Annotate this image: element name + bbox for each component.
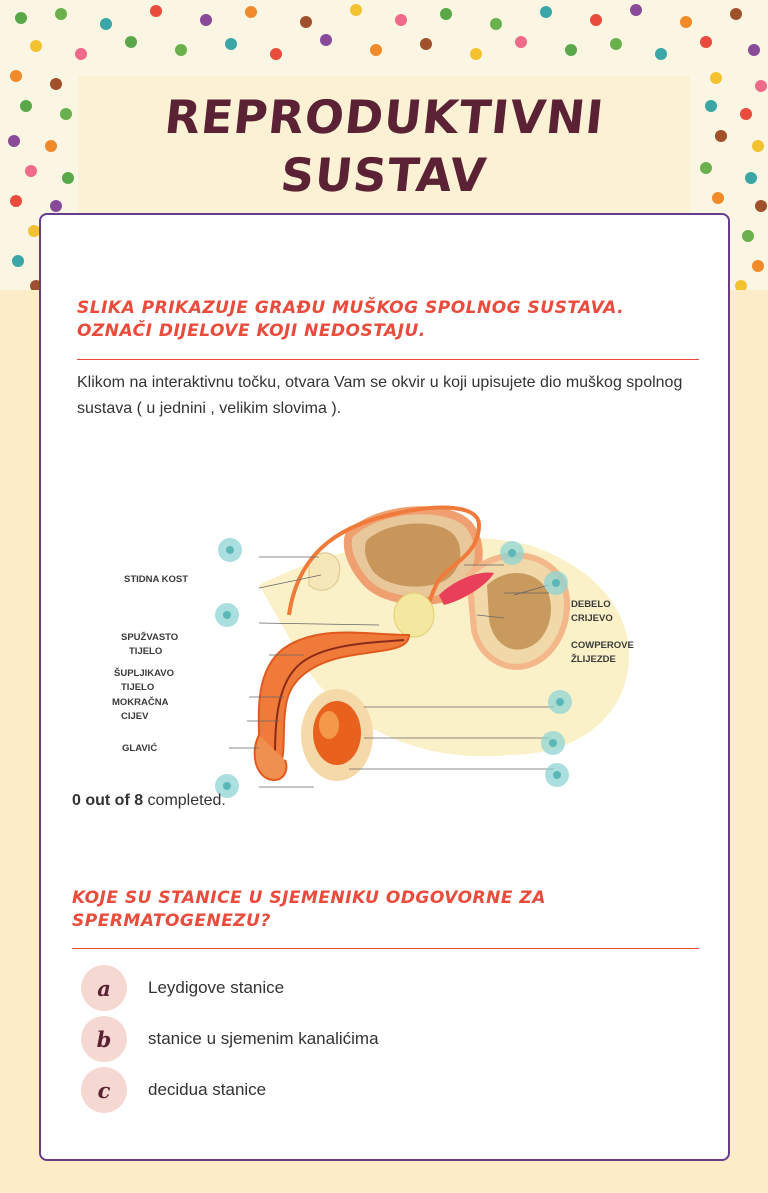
label-supljikavo-1: ŠUPLJIKAVO [114,668,175,679]
hotspot-2[interactable] [500,541,524,565]
label-cowperove-2: ŽLIJEZDE [571,654,616,665]
label-spuzvasto-1: SPUŽVASTO [121,632,179,643]
confetti-dot [60,108,72,120]
hotspot-3[interactable] [544,571,568,595]
question1-instruction: Klikom na interaktivnu točku, otvara Vam se okvir u koji upisujete dio muškog spolnog sustava ( u jednini , velikim slovima ). [77,374,683,417]
confetti-dot [745,172,757,184]
question1-divider [77,359,699,360]
hotspot-1[interactable] [218,538,242,562]
prostate [394,593,434,637]
confetti-dot [700,36,712,48]
confetti-dot [655,48,667,60]
hotspot-7[interactable] [545,763,569,787]
hotspot-5[interactable] [548,690,572,714]
confetti-dot [10,70,22,82]
question2-divider [72,948,699,949]
confetti-dot [25,165,37,177]
page-title-line2: SUSTAV [278,148,490,202]
title-box [78,76,690,216]
confetti-dot [150,5,162,17]
confetti-dot [270,48,282,60]
confetti-dot [15,12,27,24]
label-debelo-1: DEBELO [571,599,611,610]
confetti-dot [630,4,642,16]
confetti-dot [710,72,722,84]
confetti-dot [680,16,692,28]
confetti-dot [30,40,42,52]
confetti-dot [55,8,67,20]
confetti-dot [245,6,257,18]
option-letter-badge: b [81,1016,127,1062]
confetti-dot [50,200,62,212]
confetti-dot [12,255,24,267]
confetti-dot [565,44,577,56]
reproductive-diagram [109,485,669,805]
confetti-dot [752,260,764,272]
confetti-dot [370,44,382,56]
confetti-dot [225,38,237,50]
confetti-dot [350,4,362,16]
confetti-dot [752,140,764,152]
confetti-dot [610,38,622,50]
confetti-dot [705,100,717,112]
option-letter-badge: a [81,965,127,1011]
option-text: decidua stanice [148,1080,267,1099]
confetti-dot [395,14,407,26]
question2-heading-line1: KOJE SU STANICE U SJEMENIKU ODGOVORNE ZA [72,888,546,908]
confetti-dot [62,172,74,184]
question2-heading-line2: SPERMATOGENEZU? [72,911,271,931]
confetti-dot [712,192,724,204]
confetti-dot [125,36,137,48]
worksheet-card [39,213,730,1161]
confetti-dot [300,16,312,28]
progress-count: 0 out of 8 [72,792,144,809]
confetti-dot [440,8,452,20]
question1-heading-line1: SLIKA PRIKAZUJE GRAĐU MUŠKOG SPOLNOG SUSTAVA. [77,298,625,318]
label-glavic: GLAVIĆ [122,743,158,754]
answer-option-a[interactable] [81,964,284,1012]
confetti-dot [20,100,32,112]
label-spuzvasto-2: TIJELO [129,646,163,657]
page-title-line1: REPRODUKTIVNI [161,90,607,144]
answer-option-b[interactable] [81,1015,379,1063]
confetti-dot [715,130,727,142]
confetti-dot [590,14,602,26]
confetti-dot [515,36,527,48]
option-text: stanice u sjemenim kanalićima [148,1029,379,1048]
label-supljikavo-2: TIJELO [121,682,155,693]
hotspot-6[interactable] [541,731,565,755]
label-debelo-2: CRIJEVO [571,613,613,624]
progress-status [72,792,226,810]
confetti-dot [100,18,112,30]
confetti-dot [320,34,332,46]
confetti-dot [50,78,62,90]
confetti-dot [742,230,754,242]
confetti-dot [755,200,767,212]
option-letter-badge: c [81,1067,127,1113]
confetti-dot [175,44,187,56]
confetti-dot [200,14,212,26]
confetti-dot [735,280,747,290]
confetti-dot [740,108,752,120]
question2-heading [72,887,692,933]
confetti-dot [45,140,57,152]
confetti-dot [748,44,760,56]
confetti-dot [700,162,712,174]
confetti-dot [10,195,22,207]
confetti-dot [540,6,552,18]
label-stidna-kost: STIDNA KOST [124,574,189,585]
option-text: Leydigove stanice [148,978,285,997]
label-mokracna-1: MOKRAČNA [112,697,169,708]
answer-option-c[interactable] [81,1066,266,1114]
label-mokracna-2: CIJEV [121,711,149,722]
testis-highlight [319,711,339,739]
question1-heading-line2: OZNAČI DIJELOVE KOJI NEDOSTAJU. [77,321,426,341]
progress-suffix: completed. [143,792,226,809]
confetti-dot [8,135,20,147]
label-cowperove-1: COWPEROVE [571,640,634,651]
question1-heading [77,297,697,343]
confetti-dot [730,8,742,20]
hotspot-4[interactable] [215,603,239,627]
confetti-dot [75,48,87,60]
confetti-dot [490,18,502,30]
confetti-dot [755,80,767,92]
confetti-dot [420,38,432,50]
confetti-dot [470,48,482,60]
